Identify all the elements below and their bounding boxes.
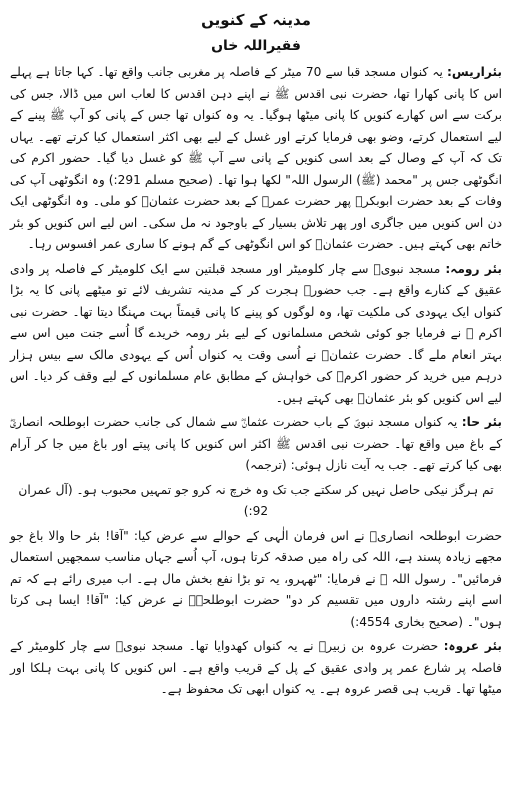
section-label: بئر حا: [461, 415, 502, 429]
section-abu-talha [10, 526, 502, 634]
section-label: بئراریس: [446, 65, 502, 79]
article-title: مدینہ کے کنویں [201, 11, 311, 29]
section-label: بئر عروہ: [443, 639, 503, 653]
section-bir-ruma [10, 259, 502, 410]
section-text: یہ کنواں مسجد نبویؐ کے باب حضرت عثمانؓ سے شمال کی جانب حضرت ابوطلحہ انصاریؓ کے باغ میں واقع تھا۔ حضرت نبی اقدس ﷺ اکثر اس کنویں کا پانی پیتے اور باغ میں جا کر آرام بھی کیا کرتے تھے۔ جب یہ آیت نازل ہوئی: (ترجمہ) [10, 415, 502, 472]
author-name: فقیراللہ خاں [211, 38, 301, 54]
section-bir-urwa [10, 636, 502, 701]
section-text: حضرت ابوطلحہ انصاریؓ نے اس فرمان الٰہی کے حوالے سے عرض کیا: "آقا! بئر حا والا باغ جو مجھے زیادہ پسند ہے، اللہ کی راہ میں صدقہ کرتا ہوں، آپ اُسے جہاں مناسب سمجھیں استعمال فرمائیں"۔ رسول اللہ ﷺ نے فرمایا: "ٹھہرو، یہ تو بڑا نفع بخش مال ہے۔ اب میری رائے ہے کہ تم اسے اپنے رشتہ داروں میں تقسیم کر دو" حضرت ابوطلحہؓ نے عرض کیا: "آقا! ایسا ہی کرتا ہوں"۔ (صحیح بخاری 4554:) [10, 528, 502, 629]
section-bir-ha [10, 412, 502, 477]
section-text: یہ کنواں مسجد قبا سے 70 میٹر کے فاصلہ پر مغربی جانب واقع تھا۔ کہا جاتا ہے پہلے اس کا پانی کھارا تھا، حضرت نبی اقدس ﷺ نے اپنے دہن اقدس کا لعاب اس میں ڈالا، جس کی برکت سے اس کھارے کنویں کا پانی میٹھا ہوگیا۔ یہ وہ کنواں تھا جس کے پانی کو آپ ﷺ پینے کے لیے استعمال کرتے، وضو بھی فرمایا کرتے اور غسل کے لیے بھی اکثر استعمال کیا کرتے تھے۔ یہاں تک کہ آپ کے وصال کے بعد اسی کنویں کے پانی سے آپ ﷺ کو غسل دیا گیا۔ حضور اکرم کی انگوٹھی جس پر "محمد (ﷺ) الرسول اللہ" لکھا ہوا تھا۔ (صحیح مسلم 291:) وہ انگوٹھی آپ کی وفات کے بعد حضرت ابوبکرؓ پھر حضرت عمرؓ کے بعد حضرت عثمانؓ کو ملی۔ وہ انگوٹھی ایک دن اس کنویں میں جاگری اور پھر تلاش بسیار کے باوجود نہ مل سکی۔ اس لیے اس کنویں کو بئر خاتم بھی کہتے ہیں۔ حضرت عثمانؓ کو اس انگوٹھی کے گم ہونے کا ساری عمر افسوس رہا۔ [10, 65, 502, 251]
section-text: مسجد نبویؐ سے چار کلومیٹر اور مسجد قبلتین سے ایک کلومیٹر کے فاصلہ پر وادی عقیق کے کنارے واقع ہے۔ جب حضورؐ ہجرت کر کے مدینہ تشریف لائے تو میٹھے پانی کا یہ بڑا کنواں ایک یہودی کی ملکیت تھا، وہ لوگوں کو پینے کا پانی قیمتاً بہت مہنگا دیتا تھا۔ حضرت نبی اکرم ﷺ نے فرمایا جو کوئی شخص مسلمانوں کے لیے بئر رومہ خریدے گا اُسے جنت میں اس سے بہتر انعام ملے گا۔ حضرت عثمانؓ نے اُسی وقت یہ کنواں اُس کے یہودی مالک سے بیس ہزار درہم میں خرید کر حضور اکرمؐ کی خواہش کے مطابق عام مسلمانوں کے لیے وقف کر دیا۔ اس لیے اس کنویں کو بئر عثمانؓ بھی کہتے ہیں۔ [10, 261, 502, 405]
section-bir-aris [10, 62, 502, 256]
section-text: حضرت عروہ بن زبیرؓ نے یہ کنواں کھدوایا تھا۔ مسجد نبویؐ سے چار کلومیٹر کے فاصلہ پر شارع عمر پر وادی عقیق کے پل کے قریب واقع ہے۔ اس کنویں کا پانی بہت ہلکا اور میٹھا تھا۔ قریب ہی قصر عروہ ہے۔ یہ کنواں ابھی تک محفوظ ہے۔ [10, 639, 502, 696]
section-label: بئر رومہ: [445, 261, 503, 276]
quran-verse-translation: تم ہرگز نیکی حاصل نہیں کر سکتے جب تک وہ خرچ نہ کرو جو تمہیں محبوب ہو۔ (آل عمران 92:) [18, 482, 494, 518]
